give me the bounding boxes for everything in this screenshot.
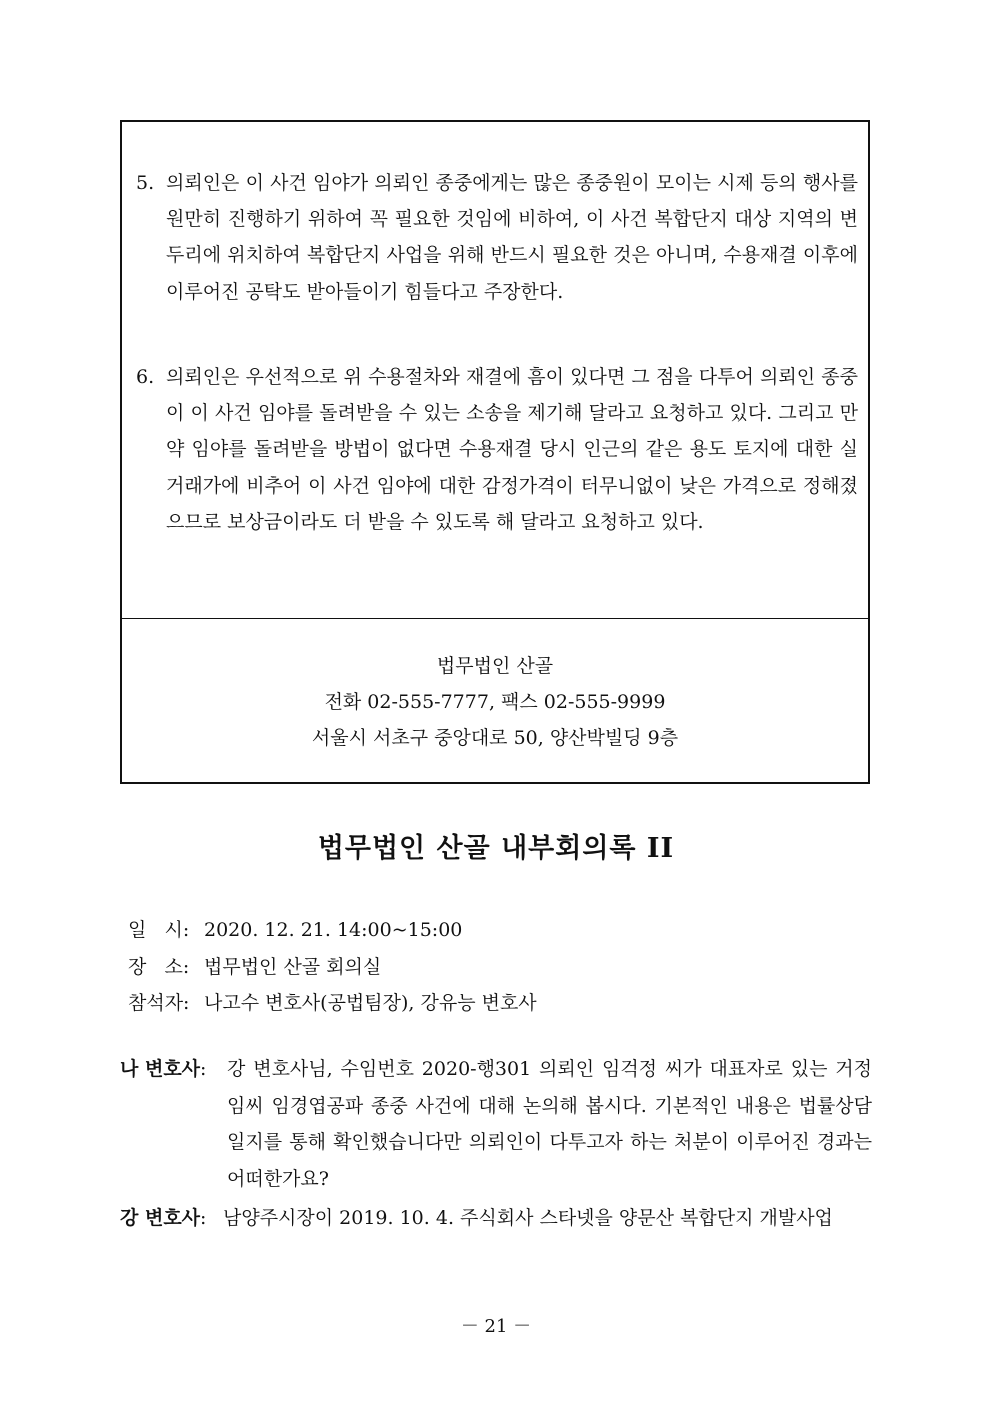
page-number: － 21 － <box>460 1316 532 1337</box>
meta-value: 나고수 변호사(공법팀장), 강유능 변호사 <box>204 992 537 1014</box>
meta-value: 2020. 12. 21. 14:00~15:00 <box>204 919 463 941</box>
dialogue-entry <box>120 1051 872 1197</box>
list-item <box>136 165 858 310</box>
case-summary-box <box>120 120 870 784</box>
item-text: 의뢰인은 우선적으로 위 수용절차와 재결에 흠이 있다면 그 점을 다투어 의뢰인 종중이 이 사건 임야를 돌려받을 수 있는 소송을 제기해 달라고 요청하고 있다. 그리고 만약 임야를 돌려받을 방법이 없다면 수용재결 당시 인근의 같은 용도 토지에 대한 실거래가에 비추어 이 사건 임야에 대한 감정가격이 터무니없이 낮은 가격으로 정해졌으므로 보상금이라도 더 받을 수 있도록 해 달라고 요청하고 있다. <box>166 366 858 533</box>
meta-attendees <box>128 988 537 1015</box>
case-items <box>122 122 868 618</box>
firm-info <box>122 648 868 756</box>
speaker-label: 나 변호사: <box>120 1058 207 1080</box>
dialogue-text: 남양주시장이 2019. 10. 4. 주식회사 스타넷을 양문산 복합단지 개발사업 <box>223 1207 833 1229</box>
meta-label: 일 시: <box>128 919 190 941</box>
firm-name: 법무법인 산골 <box>436 655 554 677</box>
meta-label: 참석자: <box>128 992 190 1014</box>
list-item <box>136 359 858 540</box>
speaker-label: 강 변호사: <box>120 1207 207 1229</box>
meta-label: 장 소: <box>128 956 190 978</box>
page-title: 법무법인 산골 내부회의록 II <box>317 833 675 864</box>
firm-contact: 전화 02-555-7777, 팩스 02-555-9999 <box>324 691 666 713</box>
meta-date <box>128 915 462 942</box>
box-divider <box>122 618 868 619</box>
dialogue-entry <box>120 1200 872 1237</box>
firm-address: 서울시 서초구 중앙대로 50, 양산박빌딩 9층 <box>311 727 679 749</box>
speaker-name: 나 변호사 <box>120 1058 201 1080</box>
item-text: 의뢰인은 이 사건 임야가 의뢰인 종중에게는 많은 종중원이 모이는 시제 등의 행사를 원만히 진행하기 위하여 꼭 필요한 것임에 비하여, 이 사건 복합단지 대상 지역의 변두리에 위치하여 복합단지 사업을 위해 반드시 필요한 것은 아니며, 수용재결 이후에 이루어진 공탁도 받아들이기 힘들다고 주장한다. <box>166 172 858 303</box>
item-number: 6. <box>136 366 155 388</box>
meta-value: 법무법인 산골 회의실 <box>204 956 382 978</box>
meta-place <box>128 952 381 979</box>
speaker-name: 강 변호사 <box>120 1207 201 1229</box>
dialogue-text: 강 변호사님, 수임번호 2020-행301 의뢰인 임걱정 씨가 대표자로 있는 거정임씨 임경엽공파 종중 사건에 대해 논의해 봅시다. 기본적인 내용은 법률상담일지를 통해 확인했습니다만 의뢰인이 다투고자 하는 처분이 이루어진 경과는 어떠한가요? <box>227 1058 872 1190</box>
item-number: 5. <box>136 172 155 194</box>
